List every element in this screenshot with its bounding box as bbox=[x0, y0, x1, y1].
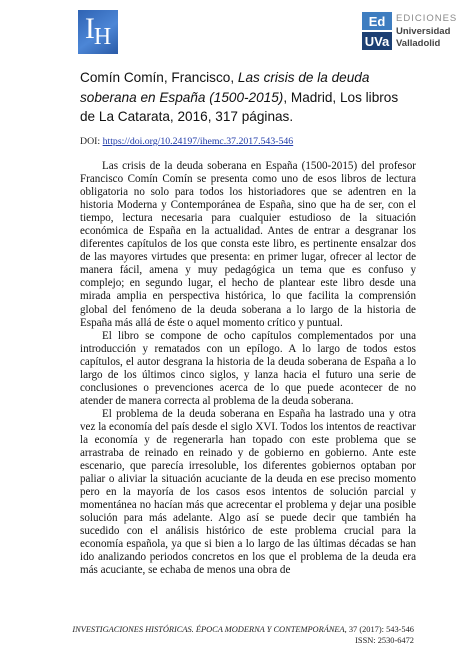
review-body bbox=[80, 160, 416, 578]
journal-logo bbox=[78, 10, 118, 54]
footer-volume: , 37 (2017): 543-546 bbox=[344, 625, 414, 634]
citation-title: Las crisis de la deuda soberana en España (1500-2015) bbox=[80, 70, 370, 105]
journal-logo-i: I bbox=[84, 12, 95, 45]
journal-logo-h: H bbox=[93, 24, 112, 50]
publisher-logo-mark bbox=[362, 12, 392, 52]
doi-line bbox=[80, 136, 293, 147]
publisher-logo bbox=[362, 12, 462, 52]
paragraph: El libro se compone de ocho capítulos complementados por una introducción y rematados con un epílogo. A lo largo de todos estos capítulos, el autor desgrana la historia de la deuda soberana de España a lo largo de los últimos cinco siglos, y lanza hacia el futuro una serie de conclusiones o prevenciones acerca de lo que puede acontecer de no atender de manera correcta al problema de la deuda soberana. bbox=[80, 329, 416, 407]
publisher-line-universidad: Universidad bbox=[396, 25, 451, 37]
publisher-logo-ed: Ed bbox=[362, 12, 392, 30]
doi-label: DOI: bbox=[80, 136, 101, 147]
publisher-line-valladolid: Valladolid bbox=[396, 38, 441, 49]
page-footer bbox=[72, 624, 414, 646]
book-citation bbox=[80, 68, 402, 127]
publisher-logo-uva: UVa bbox=[362, 32, 392, 50]
footer-issn: ISSN: 2530-6472 bbox=[355, 636, 414, 645]
paragraph: Las crisis de la deuda soberana en España (1500-2015) del profesor Francisco Comín Comín se presenta como uno de esos libros de lectura obligatoria no solo para todos los historiadores que se adentren en la historia Moderna y Contemporánea de España, sino que ha de ser, con el tiempo, lectura necesaria para cualquier estudioso de la situación económica de España en la actualidad. Antes de entrar a desgranar los diferentes capítulos de los que consta este libro, es pertinente ensalzar dos de las mayores virtudes que presenta: en primer lugar, ofrecer al lector de manera fácil, amena y muy pedagógica un tema que es confuso y complejo; en segundo lugar, el hecho de plantear este libro desde una mirada amplia en perspectiva histórica, lo que facilita la comprensión global del fenómeno de la deuda soberana a lo largo de la historia de España más allá de éste o aquel momento crítico y puntual. bbox=[80, 160, 416, 329]
publisher-logo-text bbox=[396, 13, 457, 51]
citation-authors: Comín Comín, Francisco, bbox=[80, 70, 235, 85]
footer-journal-line bbox=[72, 624, 414, 635]
doi-link[interactable]: https://doi.org/10.24197/ihemc.37.2017.543-546 bbox=[102, 136, 294, 147]
footer-journal: INVESTIGACIONES HISTÓRICAS. ÉPOCA MODERNA Y CONTEMPORÁNEA bbox=[72, 625, 345, 634]
paragraph: El problema de la deuda soberana en España ha lastrado una y otra vez la economía del país desde el siglo XVI. Todos los intentos de reactivar la economía y de regenerarla han topado con este problema que se arrastraba de reinado en reinado y de gobierno en gobierno. Ante este escenario, que parecía irresoluble, los diferentes gobiernos optaban por paliar o aliviar la situación acuciante de la deuda en ese preciso momento pero en la mayoría de los casos esos intentos de solución parcial y momentánea no hacían más que acrecentar el problema y dejar una posible solución para más adelante. Algo así se puede decir que también ha sucedido con el análisis histórico de este problema crucial para la economía española, ya que si bien a lo largo de las últimas décadas se han ido analizando periodos concretos en los que el problema de la deuda era más acuciante, se echaba de menos una obra de bbox=[80, 407, 416, 577]
citation-details: , Madrid, Los libros de La Catarata, 2016, 317 páginas. bbox=[80, 89, 399, 124]
publisher-line-ediciones: EDICIONES bbox=[396, 13, 458, 24]
